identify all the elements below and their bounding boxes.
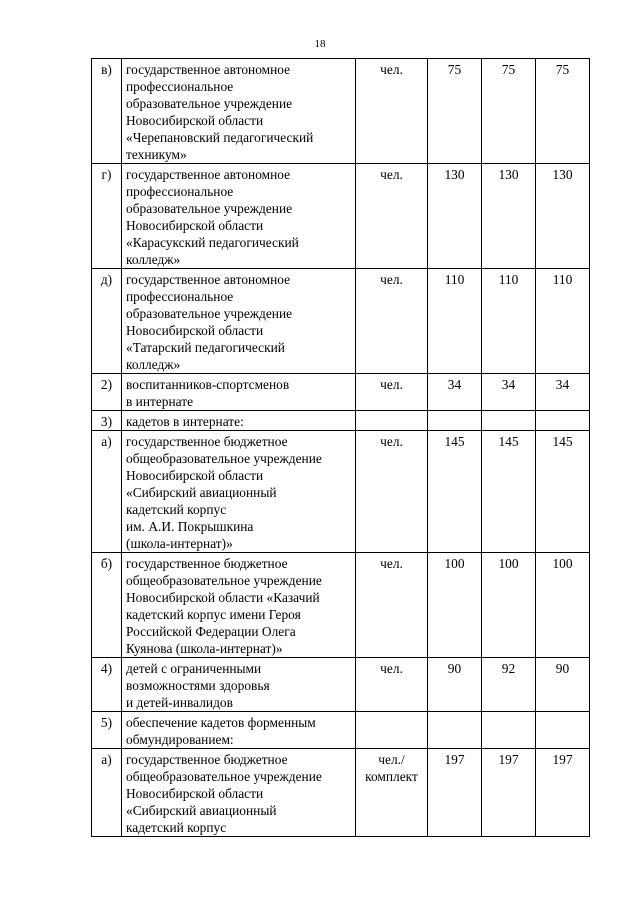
row-name (122, 431, 356, 553)
row-name-line: «Татарский педагогический (126, 340, 285, 355)
row-unit: чел. (356, 269, 428, 374)
row-number: д) (92, 269, 122, 374)
row-value-1 (428, 411, 482, 431)
row-name-line: воспитанников-спортсменов (126, 377, 290, 392)
row-name-line: возможностями здоровья (126, 678, 270, 693)
row-name-line: государственное бюджетное (126, 752, 288, 767)
row-number: б) (92, 553, 122, 658)
row-value-2: 197 (482, 749, 536, 837)
table-row (92, 658, 590, 712)
row-name-line: им. А.И. Покрышкина (126, 519, 254, 534)
row-name-line: кадетский корпус имени Героя (126, 607, 301, 622)
row-value-3: 197 (536, 749, 590, 837)
row-value-2 (482, 712, 536, 749)
row-value-3: 100 (536, 553, 590, 658)
table-row (92, 411, 590, 431)
row-number: 4) (92, 658, 122, 712)
row-value-3 (536, 712, 590, 749)
page-number: 18 (314, 38, 326, 50)
row-value-2: 110 (482, 269, 536, 374)
row-number: а) (92, 749, 122, 837)
document-table (91, 58, 590, 837)
row-value-3: 130 (536, 164, 590, 269)
row-name-line: государственное бюджетное (126, 556, 288, 571)
row-name-line: общеобразовательное учреждение (126, 769, 322, 784)
row-name-line: общеобразовательное учреждение (126, 451, 322, 466)
row-unit: чел. (356, 658, 428, 712)
row-unit (356, 712, 428, 749)
row-value-1 (428, 712, 482, 749)
row-value-2: 145 (482, 431, 536, 553)
table-row (92, 712, 590, 749)
row-value-1: 34 (428, 374, 482, 411)
table-row (92, 269, 590, 374)
row-name-line: в интернате (126, 394, 194, 409)
row-name-line: «Сибирский авиационный (126, 803, 277, 818)
row-number: в) (92, 59, 122, 164)
row-name-line: общеобразовательное учреждение (126, 573, 322, 588)
row-value-2: 130 (482, 164, 536, 269)
row-name-line: государственное автономное (126, 272, 291, 287)
row-unit: чел./ комплект (356, 749, 428, 837)
row-name-line: обмундированием: (126, 732, 234, 747)
row-value-3: 75 (536, 59, 590, 164)
row-name-line: профессиональное (126, 289, 234, 304)
table-row (92, 374, 590, 411)
row-unit: чел. (356, 431, 428, 553)
row-value-2: 92 (482, 658, 536, 712)
row-number: 3) (92, 411, 122, 431)
row-unit: чел. (356, 164, 428, 269)
row-value-1: 130 (428, 164, 482, 269)
row-name-line: колледж» (126, 252, 181, 267)
row-name-line: государственное бюджетное (126, 434, 288, 449)
row-number: а) (92, 431, 122, 553)
row-value-2: 75 (482, 59, 536, 164)
row-name-line: «Сибирский авиационный (126, 485, 277, 500)
row-value-3: 145 (536, 431, 590, 553)
row-name-line: кадетский корпус (126, 820, 227, 835)
row-value-3 (536, 411, 590, 431)
row-number: г) (92, 164, 122, 269)
row-value-3: 90 (536, 658, 590, 712)
row-value-1: 197 (428, 749, 482, 837)
row-value-2 (482, 411, 536, 431)
table-row (92, 749, 590, 837)
table-body (92, 59, 590, 837)
row-name-line: кадетский корпус (126, 502, 227, 517)
row-name-line: профессиональное (126, 79, 234, 94)
table-row (92, 164, 590, 269)
row-value-1: 110 (428, 269, 482, 374)
row-value-2: 34 (482, 374, 536, 411)
row-name-line: Новосибирской области (126, 113, 264, 128)
row-value-1: 75 (428, 59, 482, 164)
row-name (122, 712, 356, 749)
row-unit (356, 411, 428, 431)
row-name-line: Новосибирской области (126, 468, 264, 483)
row-name (122, 411, 356, 431)
row-name (122, 749, 356, 837)
row-name-line: кадетов в интернате: (126, 414, 244, 429)
row-name (122, 658, 356, 712)
row-unit: чел. (356, 59, 428, 164)
row-value-3: 34 (536, 374, 590, 411)
row-number: 5) (92, 712, 122, 749)
row-name-line: Новосибирской области (126, 323, 264, 338)
table-row (92, 59, 590, 164)
row-name-line: Новосибирской области «Казачий (126, 590, 320, 605)
row-name-line: «Карасукский педагогический (126, 235, 299, 250)
row-value-2: 100 (482, 553, 536, 658)
row-name-line: «Черепановский педагогический (126, 130, 314, 145)
row-name-line: обеспечение кадетов форменным (126, 715, 316, 730)
row-name-line: детей с ограниченными (126, 661, 262, 676)
row-name (122, 59, 356, 164)
row-name (122, 374, 356, 411)
row-value-1: 145 (428, 431, 482, 553)
row-name (122, 553, 356, 658)
row-name-line: профессиональное (126, 184, 234, 199)
row-number: 2) (92, 374, 122, 411)
row-name-line: образовательное учреждение (126, 96, 293, 111)
table-row (92, 431, 590, 553)
row-name-line: техникум» (126, 147, 187, 162)
row-name-line: образовательное учреждение (126, 201, 293, 216)
row-value-1: 100 (428, 553, 482, 658)
row-name-line: государственное автономное (126, 62, 291, 77)
row-name-line: Куянова (школа-интернат)» (126, 641, 283, 656)
row-name-line: (школа-интернат)» (126, 536, 233, 551)
row-name-line: и детей-инвалидов (126, 695, 233, 710)
row-name (122, 164, 356, 269)
row-value-1: 90 (428, 658, 482, 712)
row-name-line: колледж» (126, 357, 181, 372)
row-name (122, 269, 356, 374)
row-name-line: Новосибирской области (126, 218, 264, 233)
row-name-line: Новосибирской области (126, 786, 264, 801)
table-row (92, 553, 590, 658)
row-unit: чел. (356, 374, 428, 411)
row-name-line: образовательное учреждение (126, 306, 293, 321)
row-unit: чел. (356, 553, 428, 658)
row-name-line: Российской Федерации Олега (126, 624, 296, 639)
row-name-line: государственное автономное (126, 167, 291, 182)
row-value-3: 110 (536, 269, 590, 374)
